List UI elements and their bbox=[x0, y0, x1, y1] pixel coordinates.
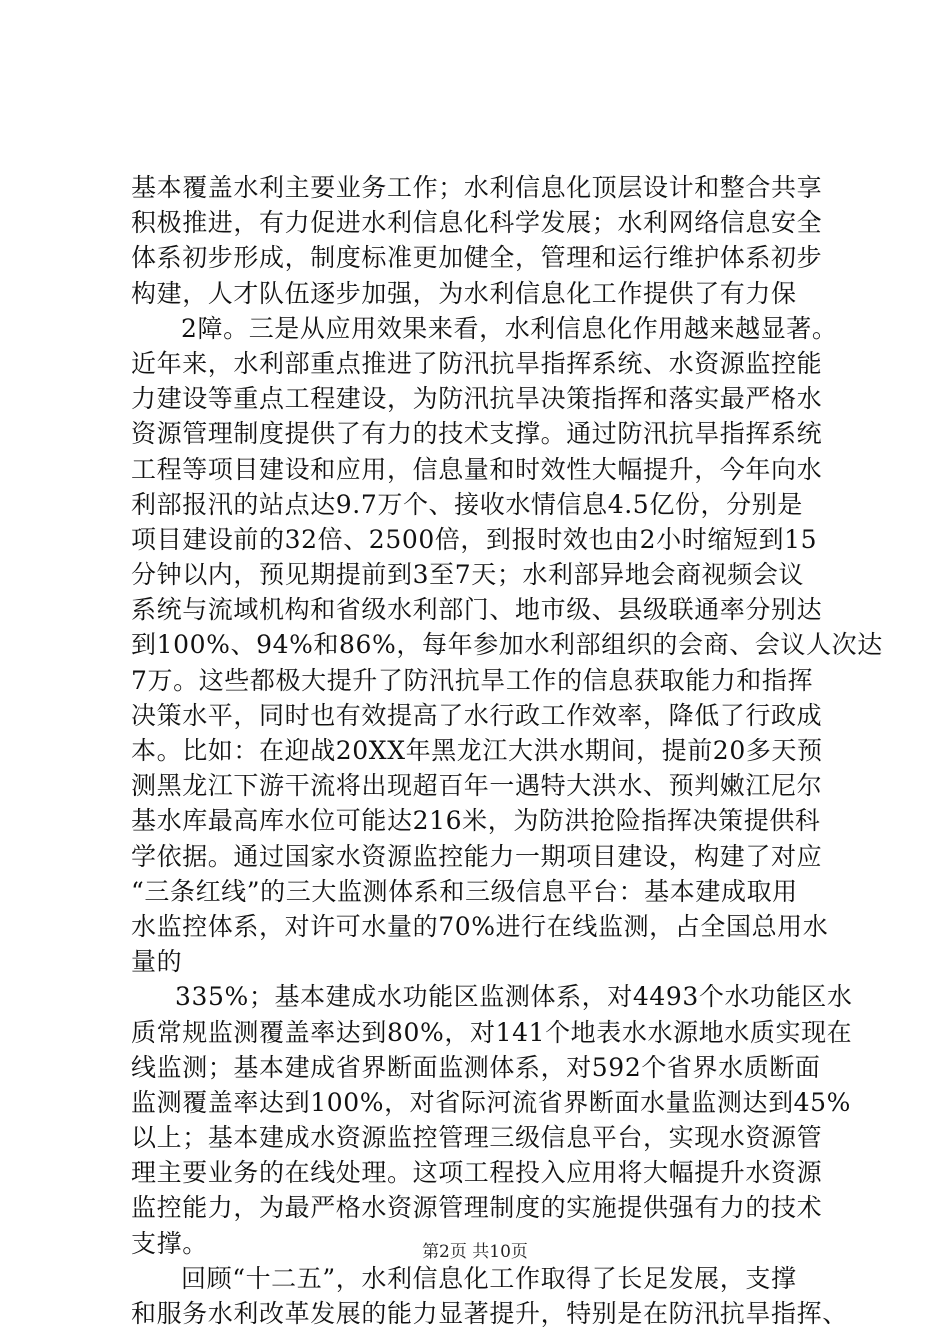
text-line: 监测覆盖率达到100%，对省际河流省界断面水量监测达到45% bbox=[131, 1087, 852, 1117]
text-line: 监控能力，为最严格水资源管理制度的实施提供强有力的技术 bbox=[131, 1193, 823, 1223]
text-line: 支撑。 bbox=[131, 1228, 208, 1258]
text-line: 量的 bbox=[131, 947, 183, 977]
paragraph-start-line: 335%；基本建成水功能区监测体系，对4493个水功能区水 bbox=[175, 982, 853, 1012]
text-line: “三条红线”的三大监测体系和三级信息平台：基本建成取用 bbox=[131, 876, 798, 906]
text-line: 以上；基本建成水资源监控管理三级信息平台，实现水资源管 bbox=[131, 1123, 823, 1153]
text-line: 分钟以内，预见期提前到3至7天；水利部异地会商视频会议 bbox=[131, 560, 805, 590]
text-line: 资源管理制度提供了有力的技术支撑。通过防汛抗旱指挥系统 bbox=[131, 419, 823, 449]
text-line: 到100%、94%和86%，每年参加水利部组织的会商、会议人次达 bbox=[131, 630, 883, 660]
text-line: 积极推进，有力促进水利信息化科学发展；水利网络信息安全 bbox=[131, 208, 823, 238]
text-line: 和服务水利改革发展的能力显著提升，特别是在防汛抗旱指挥、 bbox=[131, 1299, 848, 1328]
text-line: 基水库最高库水位可能达216米，为防洪抢险指挥决策提供科 bbox=[131, 806, 821, 836]
text-line: 水监控体系，对许可水量的70%进行在线监测，占全国总用水 bbox=[131, 911, 829, 941]
document-body bbox=[131, 170, 883, 1331]
paragraph-start-line: 2障。三是从应用效果来看，水利信息化作用越来越显著。 bbox=[181, 313, 838, 343]
text-line: 系统与流域机构和省级水利部门、地市级、县级联通率分别达 bbox=[131, 595, 823, 625]
text-line: 理主要业务的在线处理。这项工程投入应用将大幅提升水资源 bbox=[131, 1158, 823, 1188]
text-line: 质常规监测覆盖率达到80%，对141个地表水水源地水质实现在 bbox=[131, 1017, 853, 1047]
text-line: 基本覆盖水利主要业务工作；水利信息化顶层设计和整合共享 bbox=[131, 173, 823, 202]
paragraph-start-line: 回顾“十二五”，水利信息化工作取得了长足发展，支撑 bbox=[181, 1263, 797, 1293]
text-line: 学依据。通过国家水资源监控能力一期项目建设，构建了对应 bbox=[131, 841, 823, 871]
text-line: 本。比如：在迎战20XX年黑龙江大洪水期间，提前20多天预 bbox=[131, 736, 823, 765]
text-line: 测黑龙江下游干流将出现超百年一遇特大洪水、预判嫩江尼尔 bbox=[131, 771, 823, 801]
text-line: 利部报汛的站点达9.7万个、接收水情信息4.5亿份，分别是 bbox=[131, 489, 803, 519]
page-number-label: 第2页 共10页 bbox=[422, 1242, 528, 1262]
text-line: 线监测；基本建成省界断面监测体系，对592个省界水质断面 bbox=[131, 1052, 821, 1082]
text-line: 体系初步形成，制度标准更加健全，管理和运行维护体系初步 bbox=[131, 243, 823, 273]
text-line: 项目建设前的32倍、2500倍，到报时效也由2小时缩短到15 bbox=[131, 524, 818, 554]
text-line: 决策水平，同时也有效提高了水行政工作效率，降低了行政成 bbox=[131, 700, 823, 730]
text-line: 7万。这些都极大提升了防汛抗旱工作的信息获取能力和指挥 bbox=[131, 665, 814, 695]
text-line: 近年来，水利部重点推进了防汛抗旱指挥系统、水资源监控能 bbox=[131, 348, 823, 378]
text-line: 力建设等重点工程建设，为防汛抗旱决策指挥和落实最严格水 bbox=[131, 384, 823, 414]
page-footer bbox=[0, 1240, 950, 1264]
text-line: 工程等项目建设和应用，信息量和时效性大幅提升，今年向水 bbox=[131, 454, 823, 484]
text-line: 构建，人才队伍逐步加强，为水利信息化工作提供了有力保 bbox=[131, 278, 797, 308]
